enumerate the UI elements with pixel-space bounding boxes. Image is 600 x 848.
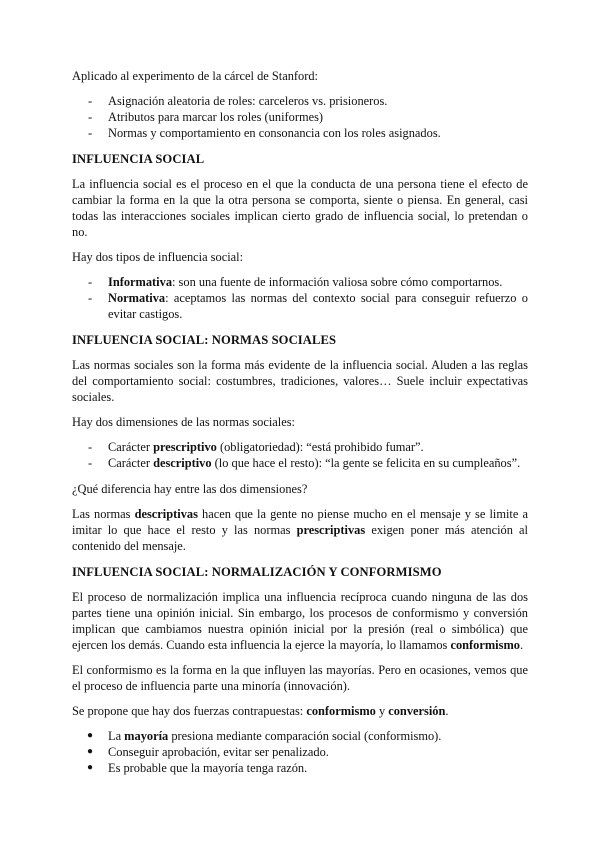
document-page [72, 68, 528, 776]
list-item: ● Conseguir aprobación, evitar ser penalizado. [87, 745, 329, 759]
paragraph: La influencia social es el proceso en el que la conducta de una persona tiene el efecto de cambiar la forma en la que la otra persona se comporta, siente o piensa. En general, casi todas las interacciones sociales implican cierto grado de influencia social, lo pretendan o no. [72, 177, 528, 239]
answer-paragraph: Las normas descriptivas hacen que la gente no piense mucho en el mensaje y se limite a imitar lo que hace el resto y las normas prescriptivas exigen poner más atención al contenido del mensaje. [72, 507, 528, 553]
norm-dimensions-list [72, 439, 528, 471]
list-item: - Atributos para marcar los roles (uniformes) [88, 110, 324, 124]
section-heading-normalizacion-conformismo: INFLUENCIA SOCIAL: NORMALIZACIÓN Y CONFORMISMO [72, 565, 442, 579]
list-item: - Normas y comportamiento en consonancia con los roles asignados. [88, 126, 441, 140]
list-item: - Normativa: aceptamos las normas del contexto social para conseguir refuerzo o evitar castigos. [88, 291, 528, 321]
paragraph: El proceso de normalización implica una influencia recíproca cuando ninguna de las dos partes tiene una opinión inicial. Sin embargo, los procesos de conformismo y conversión implican que cambiamos nuestra opinión inicial por la presión (real o simbólica) que ejercen los demás. Cuando esta influencia la ejerce la mayoría, lo llamamos conformismo. [72, 590, 528, 652]
intro-text: Aplicado al experimento de la cárcel de Stanford: [72, 69, 318, 83]
stanford-list [72, 93, 528, 141]
question-text: ¿Qué diferencia hay entre las dos dimensiones? [72, 482, 308, 496]
paragraph: El conformismo es la forma en la que influyen las mayorías. Pero en ocasiones, vemos que el proceso de influencia parte una minoría (innovación). [72, 663, 528, 693]
paragraph: Se propone que hay dos fuerzas contrapuestas: conformismo y conversión. [72, 704, 449, 718]
paragraph: Hay dos dimensiones de las normas sociales: [72, 415, 295, 429]
list-item: - Carácter descriptivo (lo que hace el resto): “la gente se felicita en su cumpleaños”. [88, 456, 521, 470]
list-item: - Asignación aleatoria de roles: carceleros vs. prisioneros. [88, 94, 388, 108]
bullet-icon: ● [87, 730, 94, 741]
section-heading-influencia-social: INFLUENCIA SOCIAL [72, 152, 205, 166]
list-item: ● Es probable que la mayoría tenga razón. [87, 761, 308, 775]
influence-types-list [72, 274, 528, 322]
paragraph: Las normas sociales son la forma más evidente de la influencia social. Aluden a las reglas del comportamiento social: costumbres, tradiciones, valores… Suele incluir expectativas sociales. [72, 358, 528, 404]
section-heading-normas-sociales: INFLUENCIA SOCIAL: NORMAS SOCIALES [72, 333, 337, 347]
bullet-icon: ● [87, 762, 94, 773]
list-item: - Carácter prescriptivo (obligatoriedad): “está prohibido fumar”. [88, 440, 424, 454]
list-item: ● La mayoría presiona mediante comparación social (conformismo). [87, 729, 442, 743]
bullet-icon: ● [87, 746, 94, 757]
list-item: - Informativa: son una fuente de información valiosa sobre cómo comportarnos. [88, 275, 503, 289]
forces-list [72, 728, 528, 776]
paragraph: Hay dos tipos de influencia social: [72, 250, 244, 264]
